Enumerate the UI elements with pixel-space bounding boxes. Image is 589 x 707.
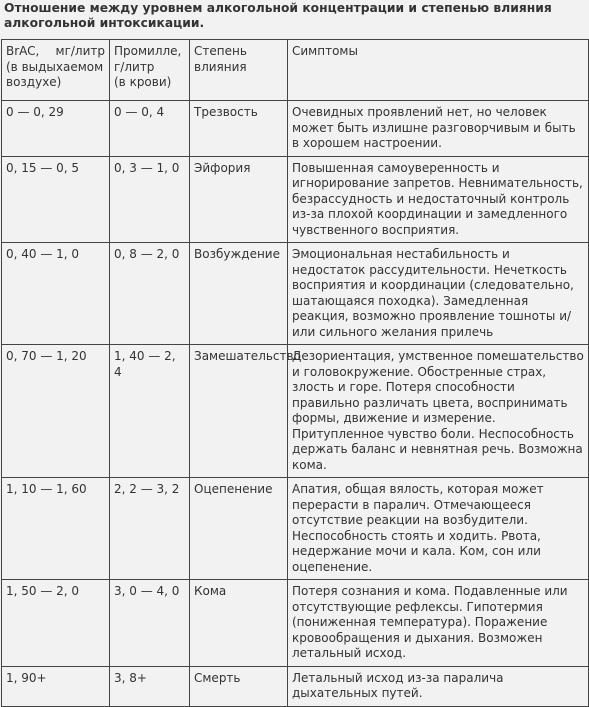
cell-symptoms: Повышенная самоуверенность и игнорирование запретов. Невнимательность, безрассудность и недостаточный контроль из-за плохой координации и замедленного чувственного восприятия. [288, 156, 589, 243]
table-row [2, 478, 589, 580]
header-promille-note: (в крови) [114, 75, 172, 89]
cell-brac: 1, 90+ [2, 666, 110, 706]
cell-brac: 0, 40 — 1, 0 [2, 243, 110, 345]
cell-promille: 3, 0 — 4, 0 [110, 580, 190, 667]
table-row [2, 345, 589, 478]
header-brac-label: BrAC, [6, 44, 40, 58]
header-brac-note: (в выдыхаемом воздухе) [6, 59, 104, 89]
cell-brac: 0, 70 — 1, 20 [2, 345, 110, 478]
cell-degree: Эйфория [190, 156, 288, 243]
cell-promille: 0, 8 — 2, 0 [110, 243, 190, 345]
cell-promille: 2, 2 — 3, 2 [110, 478, 190, 580]
cell-degree: Смерть [190, 666, 288, 706]
cell-promille: 3, 8+ [110, 666, 190, 706]
header-brac-unit: мг/литр [55, 44, 105, 58]
cell-promille: 0 — 0, 4 [110, 101, 190, 157]
page-title: Отношение между уровнем алкогольной концентрации и степенью влияния алкогольной интоксикации. [4, 1, 552, 30]
table-row [2, 243, 589, 345]
header-promille-label: Промилле, г/литр [114, 44, 182, 74]
cell-degree: Кома [190, 580, 288, 667]
alcohol-intoxication-table [1, 39, 589, 707]
cell-symptoms: Апатия, общая вялость, которая может перерасти в паралич. Отмечающееся отсутствие реакции на возбудители. Неспособность стоять и ходить. Рвота, недержание мочи и кала. Ком, сон или оцепенение. [288, 478, 589, 580]
header-symptoms: Симптомы [288, 40, 589, 101]
table-row [2, 101, 589, 157]
cell-brac: 1, 10 — 1, 60 [2, 478, 110, 580]
cell-promille: 1, 40 — 2, 4 [110, 345, 190, 478]
header-degree: Степень влияния [190, 40, 288, 101]
cell-symptoms: Летальный исход из-за паралича дыхательных путей. [288, 666, 589, 706]
cell-symptoms: Дезориентация, умственное помешательство и головокружение. Обостренные страх, злость и горе. Потеря способности правильно различать цвета, воспринимать формы, движение и измерение. Притупленное чувство боли. Неспособность держать баланс и невнятная речь. Возможна кома. [288, 345, 589, 478]
header-promille [110, 40, 190, 101]
cell-brac: 0 — 0, 29 [2, 101, 110, 157]
table-row [2, 666, 589, 706]
table-row [2, 156, 589, 243]
cell-degree: Оцепенение [190, 478, 288, 580]
cell-degree: Трезвость [190, 101, 288, 157]
cell-symptoms: Потеря сознания и кома. Подавленные или отсутствующие рефлексы. Гипотермия (пониженная температура). Поражение кровообращения и дыхания. Возможен летальный исход. [288, 580, 589, 667]
cell-degree: Возбуждение [190, 243, 288, 345]
cell-symptoms: Очевидных проявлений нет, но человек может быть излишне разговорчивым и быть в хорошем настроении. [288, 101, 589, 157]
table-header-row [2, 40, 589, 101]
cell-degree: Замешательство [190, 345, 288, 478]
cell-brac: 1, 50 — 2, 0 [2, 580, 110, 667]
cell-symptoms: Эмоциональная нестабильность и недостаток рассудительности. Нечеткость восприятия и координации (следовательно, шатающаяся походка). Замедленная реакция, возможно проявление тошноты и/или сильного желания прилечь [288, 243, 589, 345]
cell-promille: 0, 3 — 1, 0 [110, 156, 190, 243]
table-row [2, 580, 589, 667]
header-brac [2, 40, 110, 101]
cell-brac: 0, 15 — 0, 5 [2, 156, 110, 243]
